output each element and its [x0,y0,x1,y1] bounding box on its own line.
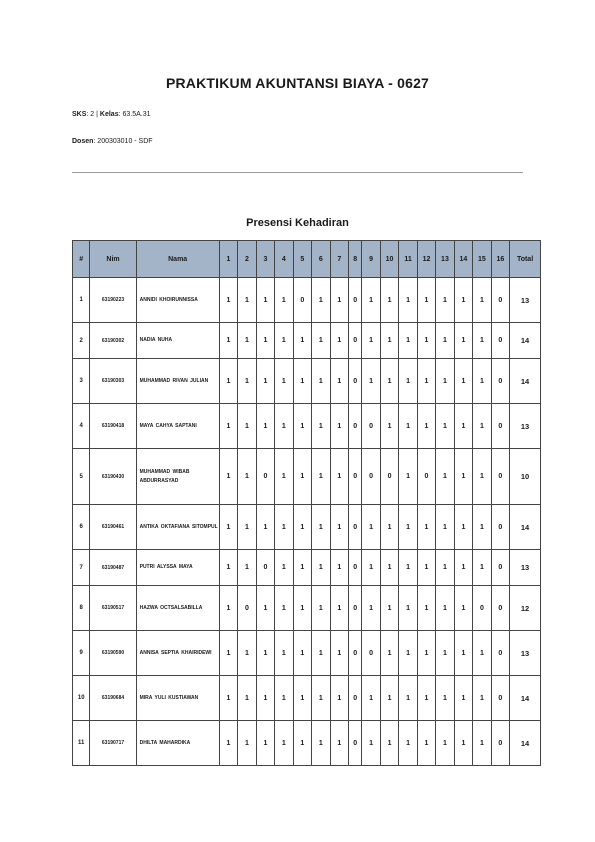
student-name: ANTIKA OKTAFIANA SITOMPUL [136,505,219,550]
attendance-cell-12: 1 [417,550,435,586]
attendance-cell-16: 0 [491,721,509,766]
attendance-cell-9: 1 [362,278,380,323]
attendance-cell-4: 1 [275,631,293,676]
attendance-total: 14 [510,721,541,766]
attendance-cell-11: 1 [399,505,417,550]
student-nim: 63190461 [90,505,136,550]
attendance-cell-3: 1 [256,586,274,631]
row-number: 3 [73,359,90,404]
attendance-cell-13: 1 [436,323,454,359]
attendance-cell-10: 1 [380,721,398,766]
student-nim: 63190517 [90,586,136,631]
attendance-cell-14: 1 [454,721,472,766]
attendance-cell-15: 1 [473,359,491,404]
attendance-cell-8: 0 [349,278,362,323]
attendance-cell-16: 0 [491,676,509,721]
student-nim: 63190303 [90,359,136,404]
attendance-cell-5: 1 [293,586,311,631]
attendance-cell-7: 1 [330,323,348,359]
lecturer-info [72,138,153,145]
student-nim: 63190418 [90,404,136,449]
attendance-cell-4: 1 [275,404,293,449]
attendance-cell-13: 1 [436,550,454,586]
header-nama: Nama [136,241,219,278]
attendance-cell-12: 1 [417,586,435,631]
header-meeting-8: 8 [349,241,362,278]
attendance-cell-5: 1 [293,449,311,505]
attendance-cell-10: 1 [380,631,398,676]
attendance-cell-13: 1 [436,505,454,550]
attendance-cell-16: 0 [491,631,509,676]
kelas-value: : 63.5A.31 [118,111,151,118]
attendance-cell-13: 1 [436,676,454,721]
attendance-cell-6: 1 [312,359,330,404]
attendance-cell-13: 1 [436,449,454,505]
attendance-cell-6: 1 [312,676,330,721]
attendance-cell-10: 1 [380,404,398,449]
attendance-cell-6: 1 [312,505,330,550]
dosen-label: Dosen [72,138,94,145]
attendance-cell-12: 1 [417,676,435,721]
student-name: MIRA YULI KUSTIAWAN [136,676,219,721]
attendance-cell-1: 1 [219,278,237,323]
attendance-cell-1: 1 [219,586,237,631]
table-row [73,449,541,505]
attendance-cell-7: 1 [330,586,348,631]
attendance-total: 14 [510,323,541,359]
attendance-cell-6: 1 [312,586,330,631]
attendance-cell-2: 1 [238,278,256,323]
attendance-cell-10: 1 [380,323,398,359]
attendance-cell-15: 1 [473,449,491,505]
attendance-cell-12: 1 [417,404,435,449]
attendance-cell-16: 0 [491,449,509,505]
attendance-cell-12: 1 [417,505,435,550]
header-meeting-7: 7 [330,241,348,278]
table-row [73,359,541,404]
header-meeting-14: 14 [454,241,472,278]
attendance-cell-13: 1 [436,404,454,449]
attendance-cell-4: 1 [275,586,293,631]
attendance-cell-11: 1 [399,278,417,323]
attendance-cell-15: 1 [473,404,491,449]
attendance-cell-16: 0 [491,586,509,631]
attendance-cell-10: 1 [380,550,398,586]
table-row [73,278,541,323]
attendance-cell-12: 1 [417,631,435,676]
attendance-cell-5: 1 [293,631,311,676]
attendance-cell-2: 1 [238,676,256,721]
attendance-total: 13 [510,278,541,323]
attendance-cell-5: 1 [293,505,311,550]
attendance-cell-16: 0 [491,278,509,323]
header-no: # [73,241,90,278]
student-name: MUHAMMAD WIBAB ABDURRASYAD [136,449,219,505]
attendance-cell-10: 1 [380,586,398,631]
attendance-cell-15: 1 [473,505,491,550]
attendance-cell-1: 1 [219,721,237,766]
attendance-cell-2: 1 [238,631,256,676]
attendance-cell-4: 1 [275,278,293,323]
attendance-cell-16: 0 [491,359,509,404]
attendance-cell-7: 1 [330,721,348,766]
attendance-cell-4: 1 [275,721,293,766]
attendance-cell-8: 0 [349,505,362,550]
student-nim: 63190717 [90,721,136,766]
attendance-cell-7: 1 [330,505,348,550]
attendance-cell-15: 1 [473,278,491,323]
table-row [73,586,541,631]
header-meeting-4: 4 [275,241,293,278]
sks-label: SKS [72,111,87,118]
table-row [73,505,541,550]
attendance-cell-8: 0 [349,721,362,766]
attendance-cell-11: 1 [399,721,417,766]
header-meeting-1: 1 [219,241,237,278]
attendance-cell-6: 1 [312,721,330,766]
attendance-cell-7: 1 [330,278,348,323]
attendance-cell-2: 0 [238,586,256,631]
attendance-cell-4: 1 [275,449,293,505]
attendance-cell-14: 1 [454,449,472,505]
divider [72,172,523,173]
attendance-total: 13 [510,550,541,586]
attendance-cell-6: 1 [312,323,330,359]
attendance-cell-9: 1 [362,721,380,766]
attendance-cell-12: 1 [417,359,435,404]
attendance-cell-4: 1 [275,550,293,586]
table-row [73,631,541,676]
attendance-cell-10: 1 [380,359,398,404]
attendance-cell-9: 0 [362,631,380,676]
attendance-cell-14: 1 [454,404,472,449]
attendance-cell-2: 1 [238,550,256,586]
attendance-cell-3: 1 [256,721,274,766]
header-meeting-3: 3 [256,241,274,278]
attendance-cell-5: 1 [293,359,311,404]
attendance-cell-8: 0 [349,359,362,404]
attendance-cell-9: 0 [362,449,380,505]
header-nim: Nim [90,241,136,278]
attendance-cell-2: 1 [238,323,256,359]
header-meeting-16: 16 [491,241,509,278]
attendance-cell-13: 1 [436,586,454,631]
course-info [72,111,151,118]
row-number: 8 [73,586,90,631]
header-meeting-11: 11 [399,241,417,278]
student-nim: 63190430 [90,449,136,505]
attendance-cell-8: 0 [349,404,362,449]
attendance-cell-11: 1 [399,676,417,721]
attendance-cell-12: 0 [417,449,435,505]
attendance-cell-7: 1 [330,404,348,449]
row-number: 6 [73,505,90,550]
attendance-cell-12: 1 [417,278,435,323]
attendance-cell-2: 1 [238,449,256,505]
attendance-cell-11: 1 [399,631,417,676]
attendance-cell-9: 1 [362,550,380,586]
attendance-cell-11: 1 [399,323,417,359]
section-title: Presensi Kehadiran [246,217,349,229]
attendance-cell-14: 1 [454,278,472,323]
attendance-total: 14 [510,676,541,721]
attendance-cell-9: 1 [362,505,380,550]
attendance-cell-3: 1 [256,404,274,449]
table-row [73,323,541,359]
attendance-cell-3: 1 [256,278,274,323]
attendance-cell-14: 1 [454,631,472,676]
attendance-cell-15: 1 [473,550,491,586]
attendance-cell-16: 0 [491,323,509,359]
attendance-cell-1: 1 [219,323,237,359]
attendance-cell-5: 1 [293,721,311,766]
attendance-cell-11: 1 [399,404,417,449]
row-number: 4 [73,404,90,449]
attendance-cell-14: 1 [454,359,472,404]
attendance-cell-9: 0 [362,404,380,449]
attendance-cell-5: 1 [293,676,311,721]
attendance-cell-11: 1 [399,586,417,631]
student-nim: 63190684 [90,676,136,721]
attendance-cell-14: 1 [454,323,472,359]
attendance-cell-8: 0 [349,676,362,721]
attendance-cell-6: 1 [312,550,330,586]
attendance-cell-15: 1 [473,323,491,359]
attendance-cell-3: 0 [256,550,274,586]
attendance-cell-15: 1 [473,721,491,766]
table-header-row [73,241,541,278]
header-meeting-6: 6 [312,241,330,278]
attendance-cell-3: 1 [256,631,274,676]
attendance-cell-16: 0 [491,550,509,586]
header-meeting-5: 5 [293,241,311,278]
attendance-cell-6: 1 [312,449,330,505]
attendance-total: 14 [510,505,541,550]
attendance-cell-3: 1 [256,359,274,404]
student-name: DHILTA MAHARDIKA [136,721,219,766]
header-meeting-10: 10 [380,241,398,278]
attendance-cell-1: 1 [219,676,237,721]
attendance-cell-3: 0 [256,449,274,505]
attendance-cell-16: 0 [491,505,509,550]
attendance-cell-5: 1 [293,550,311,586]
attendance-cell-9: 1 [362,676,380,721]
student-nim: 63190487 [90,550,136,586]
attendance-cell-9: 1 [362,586,380,631]
attendance-cell-1: 1 [219,449,237,505]
student-name: PUTRI ALYSSA MAYA [136,550,219,586]
attendance-cell-11: 1 [399,449,417,505]
attendance-cell-15: 1 [473,676,491,721]
row-number: 11 [73,721,90,766]
attendance-cell-14: 1 [454,550,472,586]
student-nim: 63190590 [90,631,136,676]
attendance-cell-9: 1 [362,359,380,404]
attendance-total: 13 [510,631,541,676]
attendance-cell-9: 1 [362,323,380,359]
attendance-cell-8: 0 [349,550,362,586]
attendance-cell-15: 1 [473,631,491,676]
attendance-cell-10: 1 [380,278,398,323]
row-number: 2 [73,323,90,359]
student-name: ANNIDI KHOIRUNNISSA [136,278,219,323]
attendance-cell-1: 1 [219,359,237,404]
attendance-cell-4: 1 [275,323,293,359]
attendance-cell-8: 0 [349,449,362,505]
attendance-cell-11: 1 [399,550,417,586]
attendance-cell-12: 1 [417,323,435,359]
student-name: NADIA NUHA [136,323,219,359]
attendance-cell-14: 1 [454,586,472,631]
row-number: 10 [73,676,90,721]
student-name: MAYA CAHYA SAPTANI [136,404,219,449]
attendance-total: 13 [510,404,541,449]
table-row [73,550,541,586]
attendance-cell-10: 1 [380,676,398,721]
attendance-cell-13: 1 [436,631,454,676]
header-meeting-15: 15 [473,241,491,278]
attendance-cell-7: 1 [330,550,348,586]
attendance-cell-2: 1 [238,721,256,766]
attendance-cell-13: 1 [436,278,454,323]
attendance-cell-8: 0 [349,586,362,631]
attendance-cell-14: 1 [454,676,472,721]
table-row [73,404,541,449]
attendance-cell-1: 1 [219,550,237,586]
attendance-cell-2: 1 [238,505,256,550]
attendance-total: 12 [510,586,541,631]
attendance-cell-3: 1 [256,676,274,721]
attendance-cell-4: 1 [275,676,293,721]
table-row [73,676,541,721]
attendance-cell-8: 0 [349,631,362,676]
attendance-cell-1: 1 [219,404,237,449]
attendance-cell-8: 0 [349,323,362,359]
attendance-cell-1: 1 [219,505,237,550]
table-row [73,721,541,766]
attendance-cell-6: 1 [312,278,330,323]
attendance-cell-5: 1 [293,323,311,359]
attendance-cell-3: 1 [256,505,274,550]
kelas-label: Kelas [99,111,119,118]
attendance-cell-4: 1 [275,359,293,404]
attendance-cell-10: 1 [380,505,398,550]
sks-value: : 2 | [86,111,98,118]
attendance-cell-12: 1 [417,721,435,766]
attendance-cell-4: 1 [275,505,293,550]
attendance-cell-2: 1 [238,404,256,449]
attendance-cell-7: 1 [330,631,348,676]
header-meeting-9: 9 [362,241,380,278]
attendance-cell-5: 0 [293,278,311,323]
header-meeting-2: 2 [238,241,256,278]
attendance-cell-1: 1 [219,631,237,676]
attendance-cell-7: 1 [330,676,348,721]
attendance-cell-14: 1 [454,505,472,550]
attendance-cell-5: 1 [293,404,311,449]
attendance-cell-10: 0 [380,449,398,505]
header-meeting-12: 12 [417,241,435,278]
header-meeting-13: 13 [436,241,454,278]
student-name: MUHAMMAD RIVAN JULIAN [136,359,219,404]
attendance-cell-15: 0 [473,586,491,631]
student-nim: 63190302 [90,323,136,359]
attendance-cell-13: 1 [436,359,454,404]
attendance-cell-13: 1 [436,721,454,766]
row-number: 9 [73,631,90,676]
attendance-table [72,240,541,766]
attendance-cell-16: 0 [491,404,509,449]
document-title: PRAKTIKUM AKUNTANSI BIAYA - 0627 [165,75,430,91]
student-nim: 63190223 [90,278,136,323]
attendance-cell-6: 1 [312,404,330,449]
attendance-cell-11: 1 [399,359,417,404]
attendance-cell-2: 1 [238,359,256,404]
attendance-total: 10 [510,449,541,505]
dosen-value: : 200303010 - SDF [93,138,153,145]
row-number: 7 [73,550,90,586]
student-name: HAZWA OCTSALSABILLA [136,586,219,631]
row-number: 5 [73,449,90,505]
header-total: Total [510,241,541,278]
student-name: ANNISA SEPTIA KHAIRIDEWI [136,631,219,676]
attendance-cell-7: 1 [330,449,348,505]
attendance-cell-6: 1 [312,631,330,676]
attendance-cell-7: 1 [330,359,348,404]
attendance-total: 14 [510,359,541,404]
row-number: 1 [73,278,90,323]
attendance-cell-3: 1 [256,323,274,359]
